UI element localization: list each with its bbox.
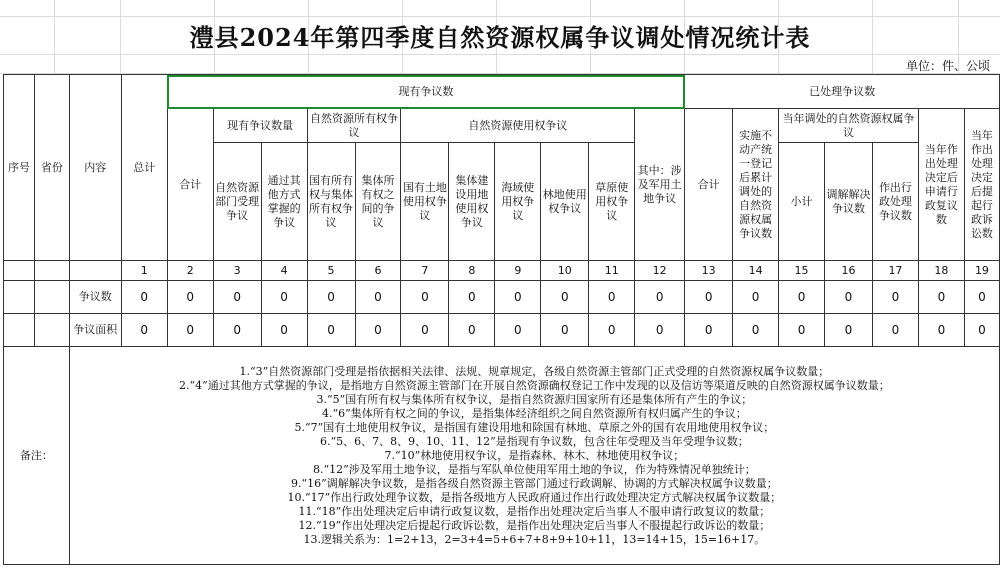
cell-value: 0 xyxy=(121,314,167,347)
note-line: 2.“4”通过其他方式掌握的争议，是指地方自然资源主管部门在开展自然资源确权登记工作中发现的以及信访等渠道反映的自然资源权属争议数量； xyxy=(179,378,890,392)
col-number: 19 xyxy=(964,261,999,281)
cell-value: 0 xyxy=(589,281,635,314)
header-current-sum: 合计 xyxy=(167,109,213,261)
header-this-period: 当年调处的自然资源权属争议 xyxy=(779,109,919,143)
note-line: 3.“5”国有所有权与集体所有权争议，是指自然资源归国家所有还是集体所有产生的争议； xyxy=(316,392,753,406)
cell-value: 0 xyxy=(964,281,999,314)
col-number: 8 xyxy=(449,261,495,281)
col-number: 4 xyxy=(261,261,307,281)
col-number: 10 xyxy=(541,261,589,281)
header-admin: 作出行政处理争议数 xyxy=(872,143,918,261)
cell-value: 0 xyxy=(685,314,733,347)
header-current-disputes[interactable]: 现有争议数 xyxy=(167,75,684,109)
cell-value: 0 xyxy=(825,314,873,347)
header-total: 总计 xyxy=(121,75,167,261)
cell-value: 0 xyxy=(213,314,261,347)
header-accepted: 自然资源部门受理争议 xyxy=(213,143,261,261)
note-line: 6.“5、6、7、8、9、10、11、12”是指现有争议数，包含往年受理及当年受理争议数； xyxy=(320,434,749,448)
cell-value: 0 xyxy=(635,281,685,314)
header-sea: 海域使用权争议 xyxy=(495,143,541,261)
note-line: 4.“6”集体所有权之间的争议，是指集体经济组织之间自然资源所有权归属产生的争议； xyxy=(322,406,747,420)
header-collective-land: 集体建设用地使用权争议 xyxy=(449,143,495,261)
table-row xyxy=(4,314,1000,347)
col-number: 5 xyxy=(307,261,355,281)
note-line: 5.“7”国有土地使用权争议，是指国有建设用地和除国有林地、草原之外的国有农用地使用权争议； xyxy=(294,420,775,434)
row-label-count: 争议数 xyxy=(69,281,121,314)
col-number: 17 xyxy=(872,261,918,281)
cell-value: 0 xyxy=(449,314,495,347)
note-line: 8.“12”涉及军用土地争议，是指与军队单位使用军用土地的争议，作为特殊情况单独统计； xyxy=(313,462,756,476)
cell-value: 0 xyxy=(872,314,918,347)
cell-value: 0 xyxy=(167,314,213,347)
note-line: 9.“16”调解解决争议数，是指各级自然资源主管部门通过行政调解、协调的方式解决权属争议数量； xyxy=(291,476,778,490)
cell-value: 0 xyxy=(635,314,685,347)
cell-value: 0 xyxy=(589,314,635,347)
header-collective: 集体所有权之间的争议 xyxy=(355,143,401,261)
header-mediation: 调解解决争议数 xyxy=(825,143,873,261)
col-number: 9 xyxy=(495,261,541,281)
note-line: 10.“17”作出行政处理争议数，是指各级地方人民政府通过作出行政处理决定方式解决权属争议数量； xyxy=(287,490,782,504)
header-handled-sum: 合计 xyxy=(685,109,733,261)
header-province: 省份 xyxy=(34,75,69,261)
note-line: 12.“19”作出处理决定后提起行政诉讼数，是指作出处理决定后当事人不服提起行政诉讼的数量； xyxy=(298,518,771,532)
notes-label: 备注： xyxy=(4,347,70,565)
cell-value: 0 xyxy=(355,281,401,314)
header-state-land: 国有土地使用权争议 xyxy=(401,143,449,261)
cell-value: 0 xyxy=(872,281,918,314)
cell-value: 0 xyxy=(401,314,449,347)
statistics-table xyxy=(3,74,1000,565)
cell-value: 0 xyxy=(167,281,213,314)
header-use-right: 自然资源使用权争议 xyxy=(401,109,635,143)
cell-value: 0 xyxy=(918,314,964,347)
cell-value: 0 xyxy=(495,281,541,314)
note-line: 11.“18”作出处理决定后申请行政复议数，是指作出处理决定后当事人不服申请行政复议的数量； xyxy=(298,504,771,518)
header-review: 当年作出处理决定后申请行政复议数 xyxy=(918,109,964,261)
cell-value: 0 xyxy=(213,281,261,314)
header-handled-disputes: 已处理争议数 xyxy=(685,75,1000,109)
cell-value: 0 xyxy=(261,314,307,347)
report-title: 澧县2024年第四季度自然资源权属争议调处情况统计表 xyxy=(189,23,811,52)
note-line: 1.“3”自然资源部门受理是指依据相关法律、法规、规章规定，各级自然资源主管部门正式受理的自然资源权属争议数量； xyxy=(239,364,830,378)
col-number: 12 xyxy=(635,261,685,281)
cell-value: 0 xyxy=(307,281,355,314)
col-number: 14 xyxy=(733,261,779,281)
header-forest: 林地使用权争议 xyxy=(541,143,589,261)
col-number: 1 xyxy=(121,261,167,281)
header-state-collective: 国有所有权与集体所有权争议 xyxy=(307,143,355,261)
cell-value: 0 xyxy=(121,281,167,314)
col-number: 18 xyxy=(918,261,964,281)
header-seq: 序号 xyxy=(4,75,35,261)
col-number: 11 xyxy=(589,261,635,281)
header-ownership: 自然资源所有权争议 xyxy=(307,109,401,143)
col-number: 15 xyxy=(779,261,825,281)
header-unregistered: 实施不动产统一登记后累计调处的自然资源权属争议数 xyxy=(733,109,779,261)
note-line: 7.“10”林地使用权争议，是指森林、林木、林地使用权争议； xyxy=(384,448,685,462)
note-line: 13.逻辑关系为：1=2+13，2=3+4=5+6+7+8+9+10+11，13=14+15，15=16+17。 xyxy=(303,532,766,546)
header-lawsuit: 当年作出处理决定后提起行政诉讼数 xyxy=(964,109,999,261)
header-content: 内容 xyxy=(69,75,121,261)
cell-value: 0 xyxy=(401,281,449,314)
header-grass: 草原使用权争议 xyxy=(589,143,635,261)
cell-value: 0 xyxy=(825,281,873,314)
col-number: 13 xyxy=(685,261,733,281)
cell-value: 0 xyxy=(495,314,541,347)
cell-value: 0 xyxy=(964,314,999,347)
row-label-area: 争议面积 xyxy=(69,314,121,347)
header-current-count: 现有争议数量 xyxy=(213,109,307,143)
table-row xyxy=(4,281,1000,314)
cell-value: 0 xyxy=(449,281,495,314)
cell-value: 0 xyxy=(685,281,733,314)
cell-value: 0 xyxy=(918,281,964,314)
cell-value: 0 xyxy=(307,314,355,347)
notes-block xyxy=(69,347,999,565)
cell-value: 0 xyxy=(779,281,825,314)
header-subtotal: 小计 xyxy=(779,143,825,261)
cell-value: 0 xyxy=(779,314,825,347)
cell-value: 0 xyxy=(541,314,589,347)
header-other-way: 通过其他方式掌握的争议 xyxy=(261,143,307,261)
cell-value: 0 xyxy=(733,281,779,314)
col-number: 2 xyxy=(167,261,213,281)
cell-value: 0 xyxy=(541,281,589,314)
col-number: 6 xyxy=(355,261,401,281)
header-military: 其中：涉及军用土地争议 xyxy=(635,109,685,261)
cell-value: 0 xyxy=(261,281,307,314)
cell-value: 0 xyxy=(355,314,401,347)
col-number: 16 xyxy=(825,261,873,281)
col-number: 3 xyxy=(213,261,261,281)
unit-label: 单位：件、公顷 xyxy=(905,59,990,73)
cell-value: 0 xyxy=(733,314,779,347)
col-number: 7 xyxy=(401,261,449,281)
